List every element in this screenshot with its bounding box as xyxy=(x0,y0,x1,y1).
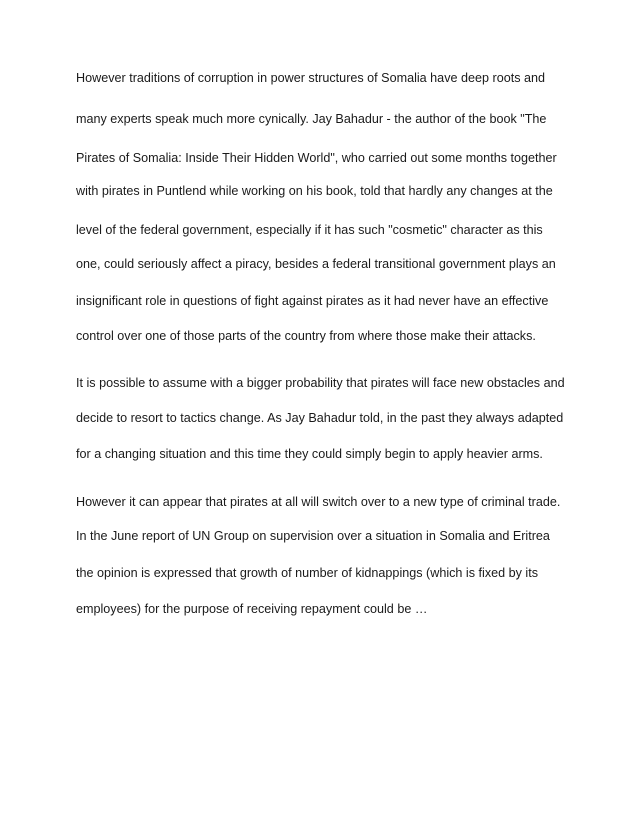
paragraph-2-line-3: for a changing situation and this time they could simply begin to apply heavier arms. xyxy=(76,447,543,461)
paragraph-1-line-2: many experts speak much more cynically. Jay Bahadur - the author of the book "The xyxy=(76,112,547,126)
paragraph-3-line-3: the opinion is expressed that growth of number of kidnappings (which is fixed by its xyxy=(76,566,539,580)
paragraph-3-line-2: In the June report of UN Group on supervision over a situation in Somalia and Eritrea xyxy=(76,529,550,543)
paragraph-3-line-1: However it can appear that pirates at all will switch over to a new type of criminal trade. xyxy=(76,495,561,509)
paragraph-2-line-2: decide to resort to tactics change. As Jay Bahadur told, in the past they always adapted xyxy=(76,411,564,425)
paragraph-2-line-1: It is possible to assume with a bigger probability that pirates will face new obstacles and xyxy=(76,376,565,390)
paragraph-1-line-4: with pirates in Puntlend while working on his book, told that hardly any changes at the xyxy=(76,184,553,198)
paragraph-1-line-7: insignificant role in questions of fight against pirates as it had never have an effective xyxy=(76,294,549,308)
paragraph-3-line-4: employees) for the purpose of receiving repayment could be … xyxy=(76,602,428,616)
paragraph-1-line-1: However traditions of corruption in power structures of Somalia have deep roots and xyxy=(76,71,546,85)
paragraph-1-line-3: Pirates of Somalia: Inside Their Hidden World", who carried out some months together xyxy=(76,151,557,165)
paragraph-1-line-8: control over one of those parts of the country from where those make their attacks. xyxy=(76,329,536,343)
paragraph-1-line-5: level of the federal government, especially if it has such "cosmetic" character as this xyxy=(76,223,543,237)
paragraph-1-line-6: one, could seriously affect a piracy, besides a federal transitional government plays an xyxy=(76,257,556,271)
